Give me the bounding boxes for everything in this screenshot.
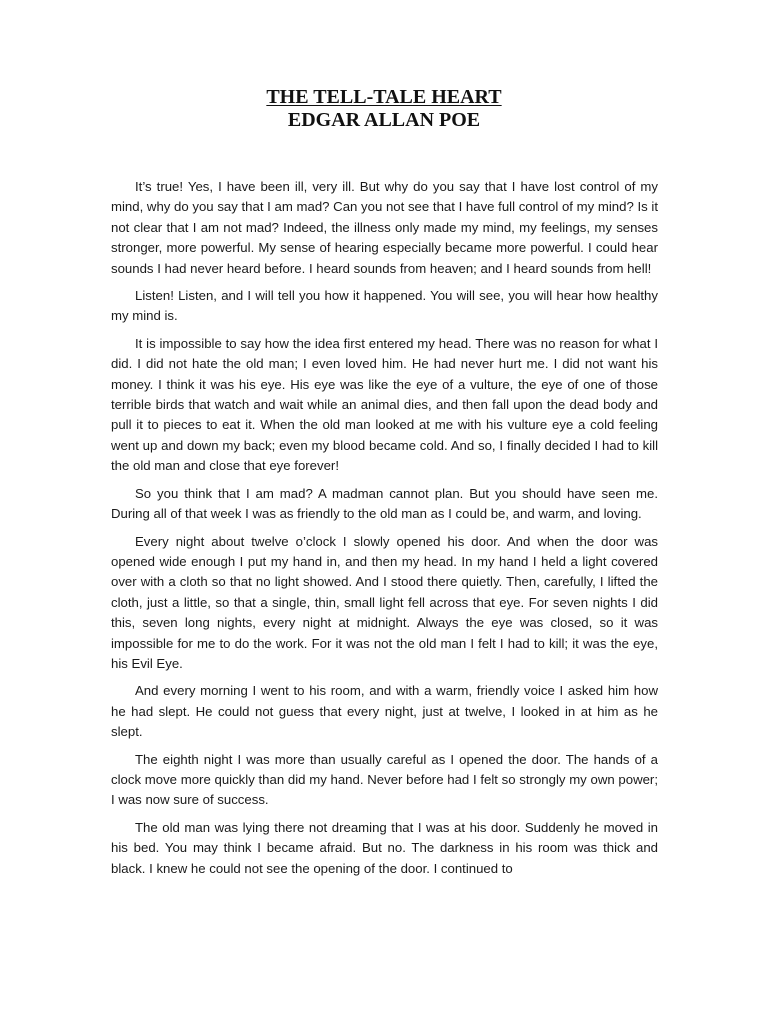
paragraph: The old man was lying there not dreaming that I was at his door. Suddenly he moved in his bed. You may think I became afraid. But no. The darkness in his room was thick and black. I knew he could not see the opening of the door. I continued to [111,819,658,876]
paragraph: And every morning I went to his room, and with a warm, friendly voice I asked him how he had slept. He could not guess that every night, just at twelve, I looked in at him as he slept. [111,683,658,740]
story-body [111,177,658,886]
paragraph: Every night about twelve o’clock I slowly opened his door. And when the door was opened wide enough I put my hand in, and then my head. In my hand I held a light covered over with a cloth so that no light showed. And I stood there quietly. Then, carefully, I lifted the cloth, just a little, so that a single, thin, small light fell across that eye. For seven nights I did this, seven long nights, every night at midnight. Always the eye was closed, so it was impossible for me to do the work. For it was not the old man I felt I had to kill; it was the eye, his Evil Eye. [111,533,658,671]
paragraph: The eighth night I was more than usually careful as I opened the door. The hands of a clock move more quickly than did my hand. Never before had I felt so strongly my own power; I was now sure of success. [111,751,658,808]
story-title: THE TELL-TALE HEART [266,86,502,108]
title-block [0,86,768,132]
paragraph: It’s true! Yes, I have been ill, very ill. But why do you say that I have lost control of my mind, why do you say that I am mad? Can you not see that I have full control of my mind? Is it not clear that I am not mad? Indeed, the illness only made my mind, my feelings, my senses stronger, more powerful. My sense of hearing especially became more powerful. I could hear sounds I had never heard before. I heard sounds from heaven; and I heard sounds from hell! [111,179,658,276]
paragraph: It is impossible to say how the idea first entered my head. There was no reason for what I did. I did not hate the old man; I even loved him. He had never hurt me. I did not want his money. I think it was his eye. His eye was like the eye of a vulture, the eye of one of those terrible birds that watch and wait while an animal dies, and then fall upon the dead body and pull it to pieces to eat it. When the old man looked at me with his vulture eye a cold feeling went up and down my back; even my blood became cold. And so, I finally decided I had to kill the old man and close that eye forever! [111,335,658,474]
author-name: EDGAR ALLAN POE [287,109,481,131]
paragraph: So you think that I am mad? A madman cannot plan. But you should have seen me. During all of that week I was as friendly to the old man as I could be, and warm, and loving. [111,485,658,522]
paragraph: Listen! Listen, and I will tell you how it happened. You will see, you will hear how healthy my mind is. [111,288,658,324]
